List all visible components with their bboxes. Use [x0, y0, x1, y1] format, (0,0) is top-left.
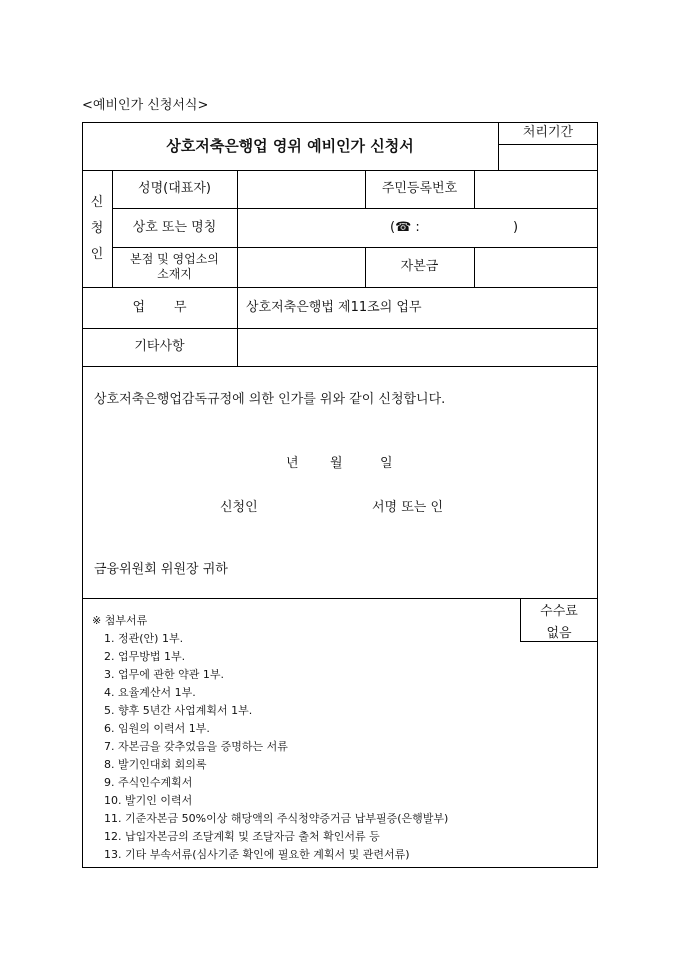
attachment-item: 5. 향후 5년간 사업계획서 1부.: [104, 704, 253, 717]
processing-period-value: [498, 144, 598, 170]
attachments-heading: ※ 첨부서류: [92, 614, 148, 627]
capital-label: 자본금: [400, 259, 439, 274]
attachment-item: 9. 주식인수계획서: [104, 776, 193, 789]
address-label: 본점 및 영업소의 소재지: [130, 252, 219, 281]
attachment-item: 11. 기준자본금 50%이상 해당액의 주식청약증거금 납부필증(은행발부): [104, 812, 449, 825]
attachment-item: 10. 발기인 이력서: [104, 794, 193, 807]
date-month: 월: [330, 456, 343, 471]
capital-value[interactable]: [477, 247, 595, 287]
form-title: 상호저축은행업 영위 예비인가 신청서: [166, 137, 414, 155]
applicant-sign-label: 신청인: [220, 500, 258, 515]
attachment-item: 4. 요율계산서 1부.: [104, 686, 196, 699]
address-value[interactable]: [240, 247, 362, 287]
form-label: <예비인가 신청서식>: [82, 98, 209, 113]
attachment-item: 3. 업무에 관한 약관 1부.: [104, 668, 224, 681]
processing-period-label: 처리기간: [522, 125, 574, 140]
other-value[interactable]: [246, 328, 586, 366]
phone-open: (☎ :: [390, 220, 420, 235]
attachment-item: 1. 정관(안) 1부.: [104, 632, 184, 645]
attachment-item: 2. 업무방법 1부.: [104, 650, 186, 663]
attachment-item: 6. 임원의 이력서 1부.: [104, 722, 210, 735]
company-value[interactable]: [240, 208, 380, 247]
business-label: 업 무: [132, 300, 187, 315]
business-value: 상호저축은행법 제11조의 업무: [246, 300, 422, 315]
fee-label: 수수료: [540, 604, 578, 619]
attachment-item: 12. 납입자본금의 조달계획 및 조달자금 출처 확인서류 등: [104, 830, 380, 843]
name-label: 성명(대표자): [138, 181, 211, 196]
date-year: 년: [286, 456, 299, 471]
attachment-item: 8. 발기인대회 회의록: [104, 758, 207, 771]
fee-value: 없음: [546, 626, 572, 641]
rrn-value[interactable]: [477, 170, 595, 208]
signature-label: 서명 또는 인: [372, 500, 444, 515]
applicant-section-label: 신 청 인: [90, 194, 104, 262]
other-label: 기타사항: [134, 339, 185, 354]
attachment-item: 13. 기타 부속서류(심사기준 확인에 필요한 계획서 및 관련서류): [104, 848, 410, 861]
company-label: 상호 또는 명칭: [132, 220, 217, 235]
attachment-item: 7. 자본금을 갖추었음을 증명하는 서류: [104, 740, 288, 753]
date-day: 일: [380, 456, 393, 471]
phone-close: ): [513, 220, 519, 235]
name-value[interactable]: [240, 170, 362, 208]
recipient: 금융위원회 위원장 귀하: [94, 562, 228, 577]
declaration-statement: 상호저축은행업감독규정에 의한 인가를 위와 같이 신청합니다.: [94, 392, 446, 407]
rrn-label: 주민등록번호: [381, 181, 458, 196]
